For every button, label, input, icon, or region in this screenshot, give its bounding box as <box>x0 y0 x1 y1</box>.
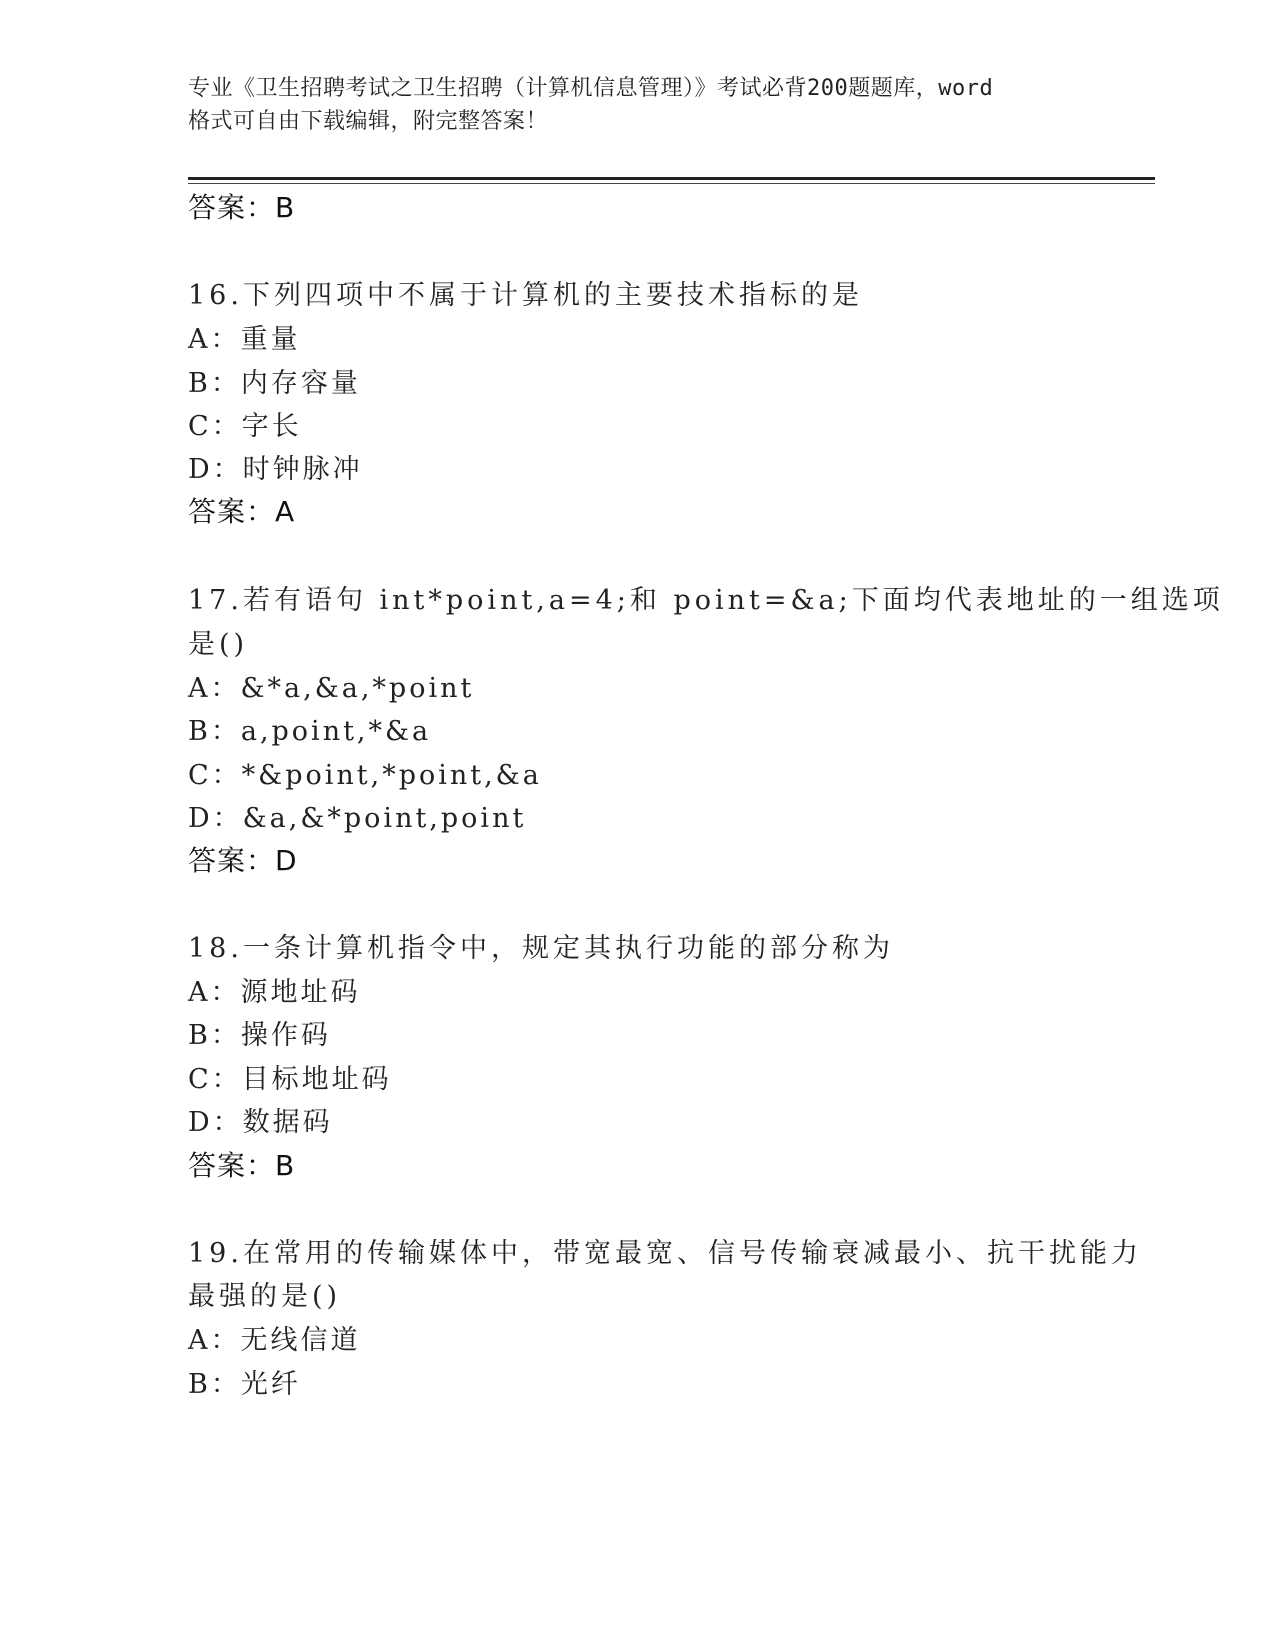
header-line-2: 格式可自由下载编辑，附完整答案！ <box>188 109 549 134</box>
question-18-text: 18.一条计算机指令中，规定其执行功能的部分称为 <box>188 933 894 964</box>
answer-prev: 答案：B <box>188 191 296 224</box>
question-17-option-c: C：*&point,*point,&a <box>188 760 542 791</box>
question-17-option-a: A：&*a,&a,*point <box>188 673 475 704</box>
question-18-option-c: C：目标地址码 <box>188 1064 392 1095</box>
document-header <box>188 72 1088 138</box>
question-18-option-b: B：操作码 <box>188 1020 331 1051</box>
question-17-option-b: B：a,point,*&a <box>188 716 432 747</box>
question-18-option-a: A：源地址码 <box>188 977 361 1008</box>
question-16-text: 16.下列四项中不属于计算机的主要技术指标的是 <box>188 280 863 311</box>
question-19-text-line-2: 最强的是() <box>188 1281 342 1312</box>
question-17-text-line-1: 17.若有语句 int*point,a=4;和 point=&a;下面均代表地址的一组选项 <box>188 585 1224 616</box>
header-divider-thin <box>188 183 1155 184</box>
question-16-option-b: B：内存容量 <box>188 368 361 399</box>
question-17-answer: 答案：D <box>188 844 298 877</box>
question-18-option-d: D：数据码 <box>188 1107 333 1138</box>
header-line-1: 专业《卫生招聘考试之卫生招聘（计算机信息管理）》考试必背200题题库，word <box>188 76 994 101</box>
question-18-answer: 答案：B <box>188 1149 296 1182</box>
question-19-option-a: A：无线信道 <box>188 1325 361 1356</box>
question-17-option-d: D：&a,&*point,point <box>188 803 527 834</box>
header-divider-thick <box>188 177 1155 180</box>
question-16-option-c: C：字长 <box>188 411 302 442</box>
question-16-option-d: D：时钟脉冲 <box>188 454 363 485</box>
question-17-text-line-2: 是() <box>188 629 249 660</box>
question-19-text-line-1: 19.在常用的传输媒体中，带宽最宽、信号传输衰减最小、抗干扰能力 <box>188 1238 1142 1269</box>
question-16-answer: 答案：A <box>188 495 296 528</box>
question-16-option-a: A：重量 <box>188 324 301 355</box>
question-19-option-b: B：光纤 <box>188 1369 301 1400</box>
